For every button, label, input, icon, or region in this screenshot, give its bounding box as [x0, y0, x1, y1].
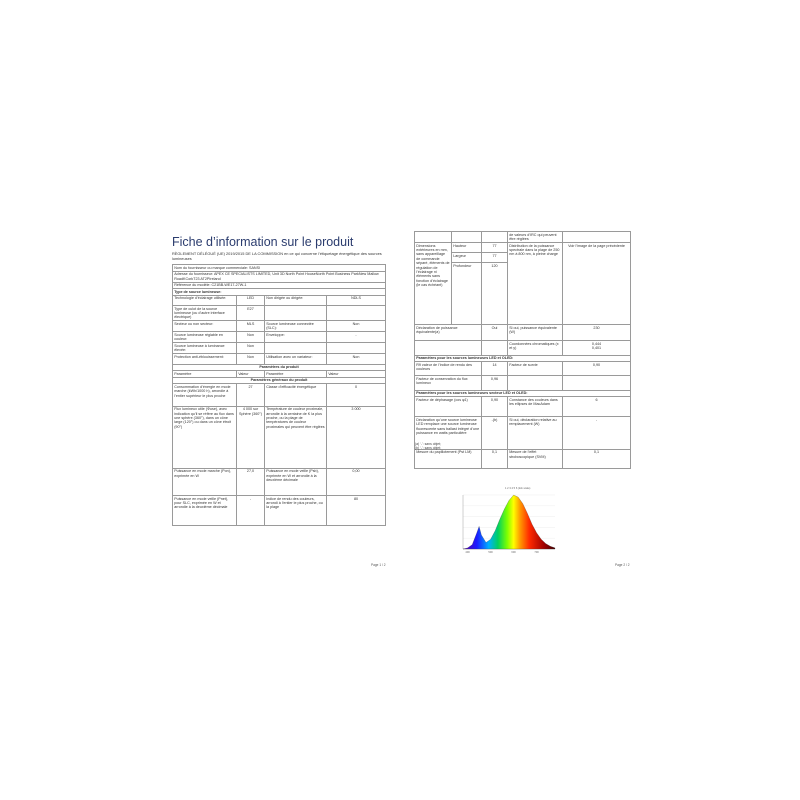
regulation-subtitle: RÈGLEMENT DÉLÉGUÉ (UE) 2019/2015 DE LA COMMISSION en ce qui concerne l’étiquetage énergétique des sources lumineuses [172, 251, 382, 261]
cell: MLS [237, 321, 265, 332]
model-row: Référence du modèle: C21BB-WE17-27W-1 [173, 282, 386, 289]
table-row [415, 397, 631, 417]
table-row [415, 243, 631, 253]
page-number: Page 1 / 2 [371, 563, 386, 567]
cell: Puissance en mode marche (Pon), exprimée en W [173, 468, 237, 495]
cell: 0,1 [482, 449, 508, 468]
cell: Coordonnées chromatiques (x et y) [508, 341, 563, 355]
cell [563, 376, 631, 390]
dimension-value: 77 [482, 253, 508, 263]
table-row [173, 343, 386, 354]
cell: Si oui, puissance équivalente (W) [508, 325, 563, 341]
cell: 3 000 [327, 406, 386, 468]
cell: Secteur ou non secteur: [173, 321, 237, 332]
table-row [173, 354, 386, 364]
spectral-value: Voir l’image de la page précédente [563, 243, 631, 325]
cell [415, 341, 482, 355]
cell [508, 376, 563, 390]
cell: 27 [237, 384, 265, 406]
cell: Non [237, 343, 265, 354]
supplier-row: Nom du fournisseur ou marque commerciale: SANSI [173, 265, 386, 272]
footnote-b: (b) ‘-’: sans objet; [415, 446, 442, 451]
cell: Classe d’efficacité énergétique [265, 384, 327, 406]
cell: Consommation d’énergie en mode marche (kWh/1000 h), arrondie à l’entier supérieur le plus proche [173, 384, 237, 406]
cell: -(b) [482, 417, 508, 449]
cell: E27 [237, 305, 265, 320]
cri-range-note: de valeurs d’IRC qui peuvent être réglées [508, 232, 563, 243]
dimensions-label: Dimensions extérieures en mm, sans appareillage de commande séparé, éléments de régulation de l’éclairage ni éléments sans fonction d’éclairage (le cas échéant) [415, 243, 452, 325]
column-header: Valeur [237, 371, 265, 378]
cell: Source lumineuse connectée (SLC): [265, 321, 327, 332]
type-header: Type de source lumineuse: [173, 289, 386, 296]
cell: 80 [327, 495, 386, 525]
cell: Technologie d’éclairage utilisée: [173, 295, 237, 305]
cell: Mesure de l’effet stroboscopique (SVM) [508, 449, 563, 468]
led-params-header: Paramètres pour les sources lumineuses LED et OLED: [415, 355, 631, 362]
document-page-1 [167, 228, 391, 572]
dimension-name: Profondeur [452, 263, 482, 325]
mains-params-header: Paramètres pour les sources lumineuses secteur LED et OLED: [415, 390, 631, 397]
table-row [173, 468, 386, 495]
cell: Source lumineuse réglable en couleur: [173, 332, 237, 343]
cell: Protection anti-éblouissement: [173, 354, 237, 364]
table-row [415, 362, 631, 376]
x-tick-label: 700 [534, 551, 539, 554]
product-params-header: Paramètres du produit [173, 364, 386, 371]
column-header: Valeur [327, 371, 386, 378]
cell [265, 305, 327, 320]
cell [327, 343, 386, 354]
cell: 0,90 [482, 397, 508, 417]
cell: - [563, 417, 631, 449]
cell: Puissance en mode veille (Psb), exprimée en W et arrondie à la deuxième décimale [265, 468, 327, 495]
cell: Mesure du papillotement (Pst LM) [415, 449, 482, 468]
spectral-power-chart [455, 485, 562, 557]
dimension-name: Largeur [452, 253, 482, 263]
table-row [415, 325, 631, 341]
cell: 230 [563, 325, 631, 341]
table-row [415, 449, 631, 468]
x-tick-label: 500 [488, 551, 493, 554]
cell: 6 [563, 397, 631, 417]
table-row [173, 321, 386, 332]
cell [327, 305, 386, 320]
table-row [173, 406, 386, 468]
page-title: Fiche d’information sur le produit [172, 235, 354, 249]
spectral-label: Distribution de la puissance spectrale dans la plage de 250 nm à 800 nm, à pleine charge [508, 243, 563, 325]
table-row [415, 341, 631, 355]
column-header: Paramètre [173, 371, 237, 378]
spectral-power-svg [455, 485, 562, 557]
cell: Source lumineuse à luminance élevée: [173, 343, 237, 354]
table-row [173, 495, 386, 525]
cell: LED [237, 295, 265, 305]
cell [482, 341, 508, 355]
cell: Enveloppe: [265, 332, 327, 343]
cell: 0 [327, 384, 386, 406]
cell: 0,1 [563, 449, 631, 468]
dimension-value: 120 [482, 263, 508, 325]
address-row: Adresse du fournisseur: APEX CE SPECIALISTS LIMITED, Unit 3D North Point HouseNorth Point Business ParkNew Mallow RoadKCorkT23 AT2PIreland [173, 271, 386, 282]
cell: Puissance en mode veille (Pnet), pour SLC, exprimée en W et arrondie à la deuxième décimale [173, 495, 237, 525]
cell: 27,0 [237, 468, 265, 495]
cell: Facteur de déphasage (cos φ1) [415, 397, 482, 417]
general-params-header: Paramètres généraux du produit [173, 377, 386, 384]
column-header: Paramètre [265, 371, 327, 378]
cell: Non [327, 354, 386, 364]
table-row [173, 384, 386, 406]
cell: Utilisation avec un variateur: [265, 354, 327, 364]
cell: - [327, 332, 386, 343]
table-row [173, 332, 386, 343]
cell: Si oui, déclaration relative au remplacement (W) [508, 417, 563, 449]
table-row [173, 295, 386, 305]
cell: 0,96 [482, 376, 508, 390]
cell: Non [237, 354, 265, 364]
cell [265, 343, 327, 354]
x-tick-label: 400 [465, 551, 470, 554]
cell: Indice de rendu des couleurs, arrondi à l’entier le plus proche, ou la plage [265, 495, 327, 525]
table-row [173, 305, 386, 320]
cell: Non [237, 332, 265, 343]
cell: 0,00 [327, 468, 386, 495]
footnote-a: (a) ‘-’: sans objet; [415, 442, 442, 446]
cell: Température de couleur proximale, arrondie à la centaine de K la plus proche, ou la plage de températures de couleur proximales qui peuvent être réglées [265, 406, 327, 468]
cell: Facteur de survie [508, 362, 563, 376]
cell: Non dirigée ou dirigée: [265, 295, 327, 305]
cell: 14 [482, 362, 508, 376]
page-number: Page 2 / 2 [615, 563, 630, 567]
cell: Constance des couleurs dans les ellipses de MacAdam [508, 397, 563, 417]
footnotes [415, 442, 441, 451]
table-row [415, 376, 631, 390]
x-tick-label: 600 [511, 551, 516, 554]
cell: Déclaration qu’une source lumineuse LED remplace une source lumineuse fluorescente sans ballast intégré d’une puissance en watts particulière [415, 417, 482, 449]
dimension-value: 77 [482, 243, 508, 253]
cell: 0,90 [563, 362, 631, 376]
product-info-table [172, 264, 386, 526]
cell: R9 valeur de l’indice de rendu des couleurs [415, 362, 482, 376]
cell: Facteur de conservation du flux lumineux [415, 376, 482, 390]
cell: Non [327, 321, 386, 332]
cell: Type de culot de la source lumineuse (ou d’autre interface électrique) [173, 305, 237, 320]
cell: Oui [482, 325, 508, 341]
chart-caption: 1 2 3 4 5 6 (tick scale) [505, 487, 531, 490]
product-info-table-continued [414, 231, 631, 469]
cell: 0,444 0,401 [563, 341, 631, 355]
cell: NDLS [327, 295, 386, 305]
dimension-name: Hauteur [452, 243, 482, 253]
table-row [415, 417, 631, 449]
cell: Déclaration de puissance équivalente(a) [415, 325, 482, 341]
cell: 4 000 sur Sphère (360°) [237, 406, 265, 468]
column-header-row [173, 371, 386, 378]
cell: - [237, 495, 265, 525]
cell: Flux lumineux utile (Φuse), avec indication qu’il se réfère au flux dans une sphère (360°), dans un cône large (120°) ou dans un cône étroit (90°) [173, 406, 237, 468]
